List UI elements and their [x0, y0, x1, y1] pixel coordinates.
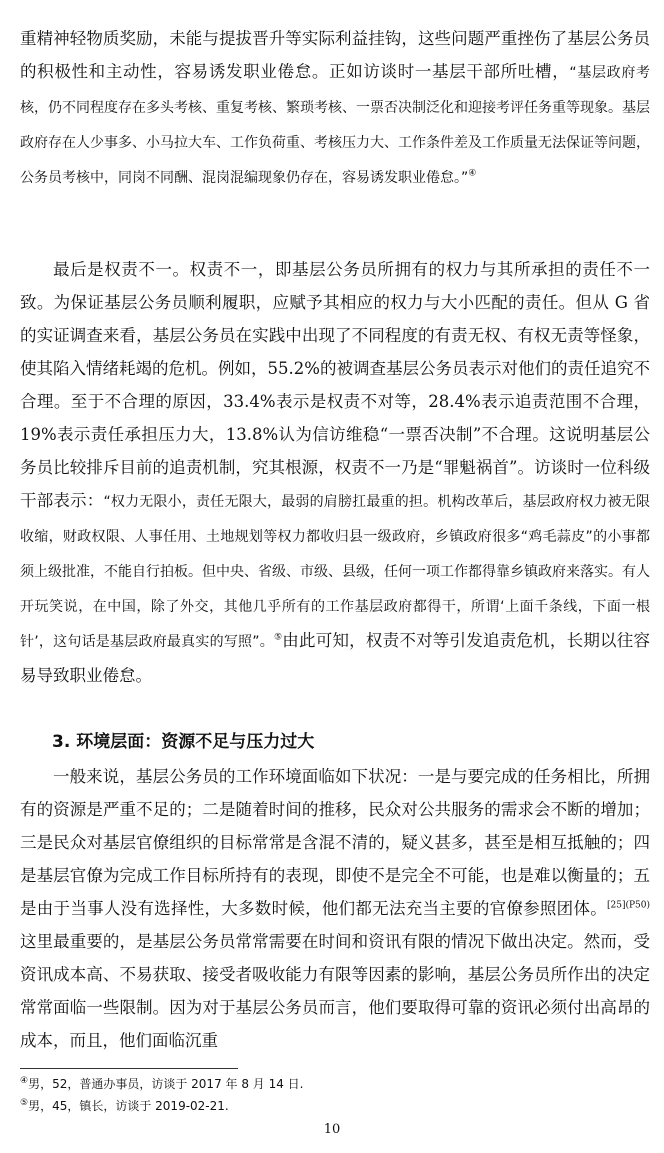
footnote-mark: ④	[20, 1076, 29, 1086]
footnote-ref-5: ⑤	[273, 632, 283, 643]
interview-quote-1: “基层政府考核，仍不同程度存在多头考核、重复考核、繁琐考核、一票否决制泛化和迎接考评任务重等现象。基层政府存在人少事多、小马拉大车、工作负荷重、考核压力大、工作条件差及工作质量无法保证等问题，公务员考核中，同岗不同酬、混岗混编现象仍存在，容易诱发职业倦怠。”	[20, 65, 651, 186]
citation-ref: [25](P50)	[606, 900, 650, 911]
paragraph-1-lead: 重精神轻物质奖励，未能与提拔晋升等实际利益挂钩，这些问题严重挫伤了基层公务员的积极性和主动性，容易诱发职业倦怠。正如访谈时一基层干部所吐槽，	[20, 29, 650, 81]
interview-quote-2: “权力无限小，责任无限大，最弱的肩膀扛最重的担。机构改革后，基层政府权力被无限收缩，财政权限、人事任用、土地规划等权力都收归县一级政府，乡镇政府很多“鸡毛蒜皮”的小事都须上级批准，不能自行拍板。但中央、省级、市级、县级，任何一项工作都得靠乡镇政府来落实。有人开玩笑说，在中国，除了外交，其他几乎所有的工作基层政府都得干，所谓‘上面千条线，下面一根针’，这句话是基层政府最真实的写照”。	[20, 494, 650, 650]
paragraph-2-main: 最后是权责不一。权责不一，即基层公务员所拥有的权力与其所承担的责任不一致。为保证基层公务员顺利履职，应赋予其相应的权力与大小匹配的责任。但从 G 省的实证调查来看，基层公务员在实践中出现了不同程度的有责无权、有权无责等怪象，使其陷入情绪耗竭的危机。例如，55.2%的被调查基层公务员表示对他们的责任追究不合理。至于不合理的原因，33.4%表示是权责不对等，28.4%表示追责范围不合理，19%表示责任承担压力大，13.8%认为信访维稳“一票否决制”不合理。这说明基层公务员比较排斥目前的追责机制，究其根源，权责不一乃是“罪魁祸首”。访谈时一位科级干部表示：	[20, 260, 650, 510]
footnote-divider	[20, 1068, 238, 1069]
paragraph-3	[20, 760, 650, 1057]
section-heading: 3. 环境层面：资源不足与压力过大	[52, 732, 315, 752]
paragraph-2-tail: 由此可知，权责不对等引发追责危机，长期以往容易导致职业倦怠。	[20, 631, 651, 685]
footnote-ref-4: ④	[468, 168, 477, 179]
footnote-text: 男，52，普通办事员，访谈于 2017 年 8 月 14 日.	[28, 1077, 304, 1091]
paragraph-3-tail: 这里最重要的，是基层公务员常常需要在时间和资讯有限的情况下做出决定。然而，受资讯成本高、不易获取、接受者吸收能力有限等因素的影响，基层公务员所作出的决定常常面临一些限制。因为对于基层公务员而言，他们要取得可靠的资讯必须付出高昂的成本，而且，他们面临沉重	[20, 932, 650, 1050]
page-number: 10	[323, 1122, 341, 1137]
footnote-4	[20, 1074, 304, 1094]
footnote-5	[20, 1096, 229, 1116]
paragraph-3-main: 一般来说，基层公务员的工作环境面临如下状况：一是与要完成的任务相比，所拥有的资源是严重不足的；二是随着时间的推移，民众对公共服务的需求会不断的增加；三是民众对基层官僚组织的目标常常是含混不清的，疑义甚多，甚至是相互抵触的；四是基层官僚为完成工作目标所持有的表现，即使不是完全不可能，也是难以衡量的；五是由于当事人没有选择性，大多数时候，他们都无法充当主要的官僚参照团体。	[20, 767, 650, 918]
paragraph-1	[20, 22, 650, 195]
footnote-text: 男，45，镇长，访谈于 2019-02-21.	[28, 1099, 229, 1113]
paragraph-2	[20, 253, 650, 692]
footnote-mark: ⑤	[20, 1098, 29, 1108]
